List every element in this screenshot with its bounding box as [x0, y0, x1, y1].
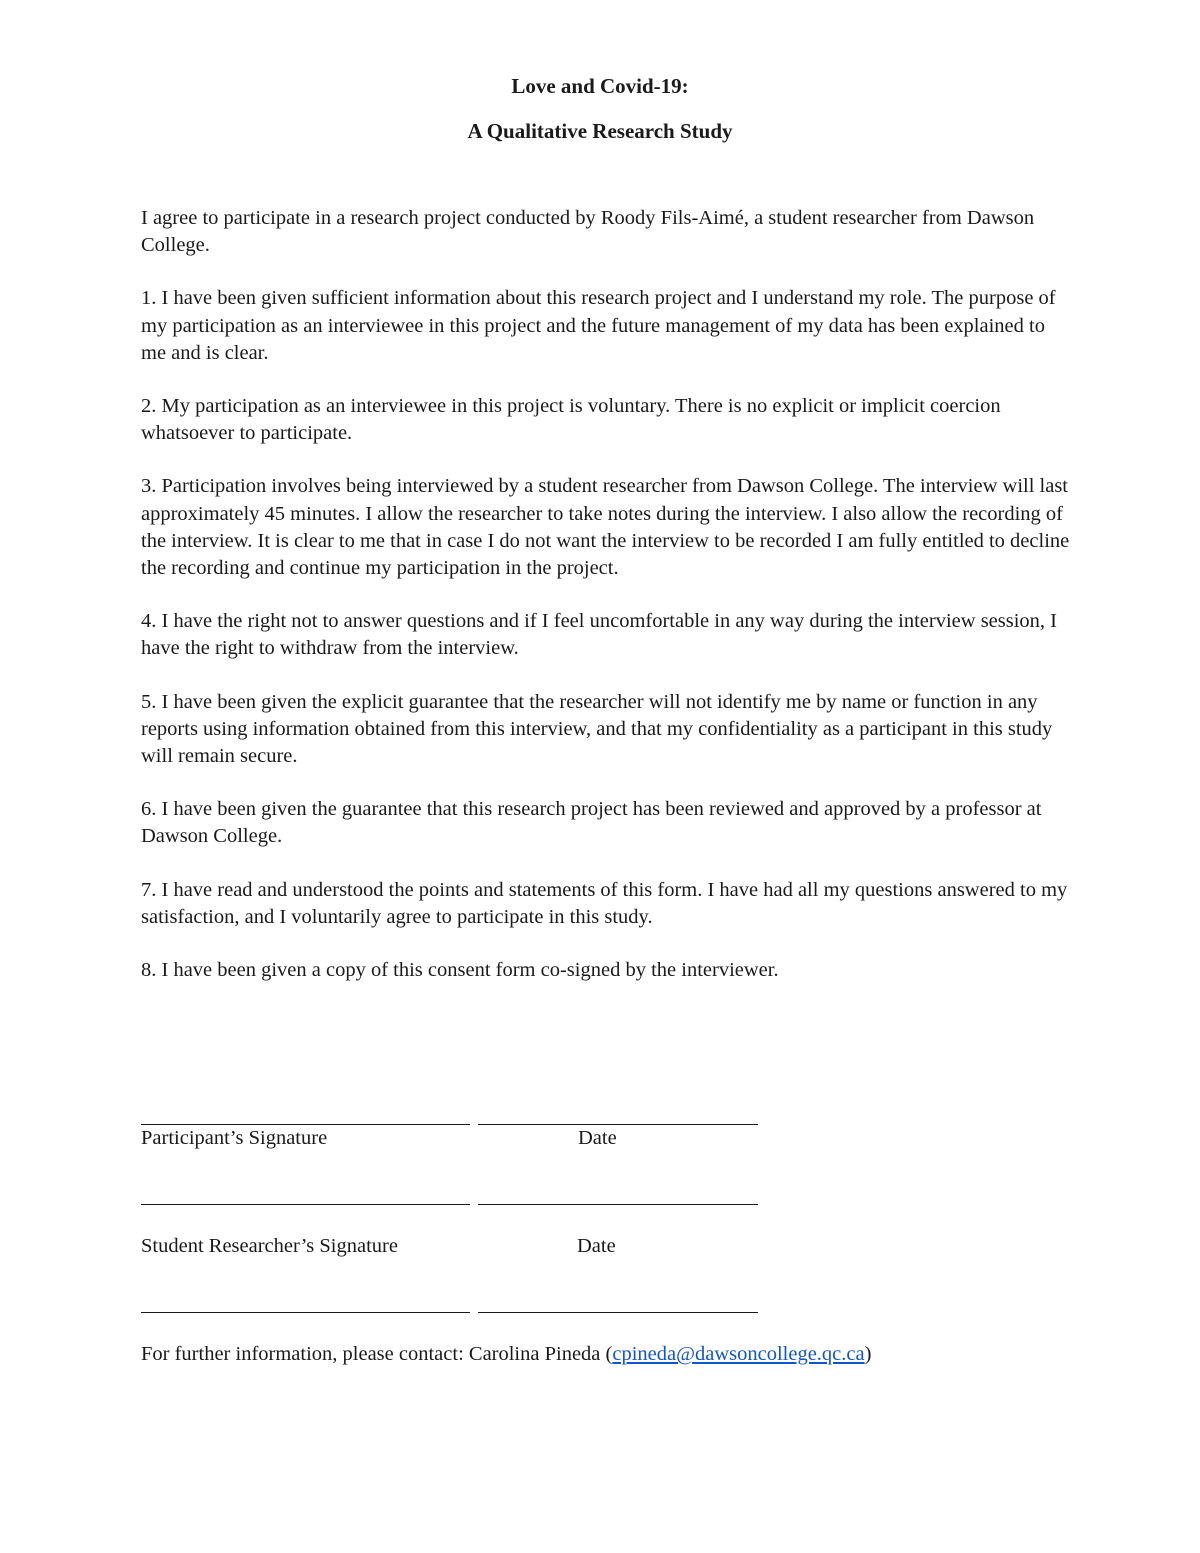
contact-line — [141, 1341, 871, 1368]
participant-signature-label: Participant’s Signature — [141, 1127, 328, 1149]
consent-body — [141, 205, 1071, 1010]
researcher-signature-label: Student Researcher’s Signature — [141, 1235, 398, 1257]
extra-signature-line — [141, 1312, 470, 1313]
contact-suffix: ) — [864, 1343, 872, 1365]
document-title: Love and Covid-19: — [511, 74, 689, 98]
intro-paragraph: I agree to participate in a research project conducted by Roody Fils-Aimé, a student researcher from Dawson College. — [141, 207, 1035, 257]
researcher-date-label: Date — [577, 1235, 616, 1257]
consent-point-3: 3. Participation involves being interviewed by a student researcher from Dawson College. The interview will last approximately 45 minutes. I allow the researcher to take notes during the interview. I also allow the recording of the interview. It is clear to me that in case I do not want the interview to be recorded I am fully entitled to decline the recording and continue my participation in the project. — [141, 475, 1070, 580]
participant-date-label: Date — [578, 1127, 617, 1149]
consent-point-8: 8. I have been given a copy of this consent form co-signed by the interviewer. — [141, 959, 779, 982]
participant-date-line — [478, 1124, 758, 1125]
consent-point-7: 7. I have read and understood the points and statements of this form. I have had all my questions answered to my satisfaction, and I voluntarily agree to participate in this study. — [141, 878, 1068, 928]
consent-point-5: 5. I have been given the explicit guarantee that the researcher will not identify me by name or function in any reports using information obtained from this interview, and that my confidentiality as a participant in this study will remain secure. — [141, 690, 1053, 768]
consent-point-2: 2. My participation as an interviewee in this project is voluntary. There is no explicit or implicit coercion whatsoever to participate. — [141, 395, 1001, 445]
contact-prefix: For further information, please contact: Carolina Pineda ( — [141, 1343, 613, 1365]
researcher-date-line — [478, 1204, 758, 1205]
consent-point-4: 4. I have the right not to answer questions and if I feel uncomfortable in any way during the interview session, I have the right to withdraw from the interview. — [141, 610, 1057, 660]
contact-email-link[interactable]: cpineda@dawsoncollege.qc.ca — [612, 1343, 865, 1365]
consent-point-6: 6. I have been given the guarantee that this research project has been reviewed and approved by a professor at Dawson College. — [141, 798, 1042, 848]
consent-point-1: 1. I have been given sufficient information about this research project and I understand my role. The purpose of my participation as an interviewee in this project and the future management of my data has been explained to me and is clear. — [141, 287, 1056, 364]
researcher-signature-line — [141, 1204, 470, 1205]
document-subtitle: A Qualitative Research Study — [467, 119, 733, 143]
extra-date-line — [478, 1312, 758, 1313]
